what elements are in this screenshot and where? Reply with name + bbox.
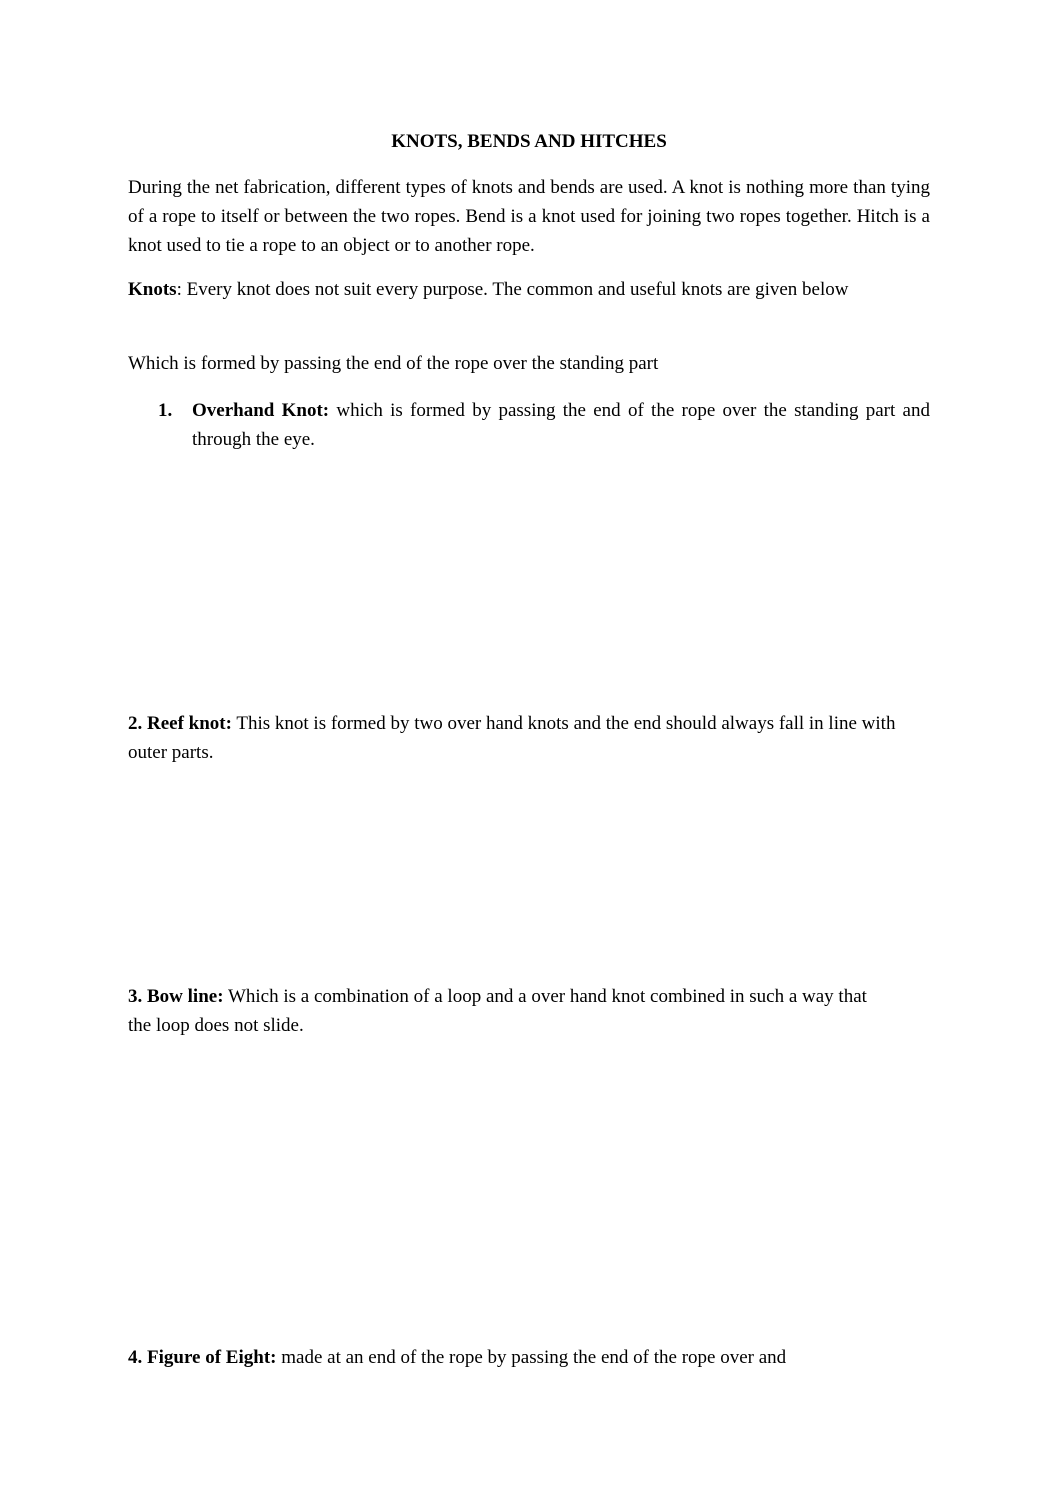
item-3-paragraph [128, 982, 888, 1040]
item-3-number: 3. [128, 986, 143, 1007]
which-paragraph: Which is formed by passing the end of the rope over the standing part [128, 353, 659, 374]
item-4-text: made at an end of the rope by passing the end of the rope over and [276, 1347, 787, 1368]
item-3-text: Which is a combination of a loop and a over hand knot combined in such a way that the loop does not slide. [128, 986, 867, 1036]
document-title: KNOTS, BENDS AND HITCHES [391, 131, 667, 152]
item-1-label: Overhand Knot: [192, 400, 330, 421]
item-3-label: Bow line: [147, 986, 224, 1007]
item-1-number: 1. [158, 400, 173, 421]
item-2-label: Reef knot: [147, 713, 232, 734]
item-4-paragraph [128, 1343, 918, 1372]
knots-text: : Every knot does not suit every purpose. The common and useful knots are given below [176, 279, 849, 300]
item-1-paragraph [192, 396, 930, 454]
item-4-number: 4. [128, 1347, 143, 1368]
item-2-number: 2. [128, 713, 143, 734]
item-2-text: This knot is formed by two over hand knots and the end should always fall in line with outer parts. [128, 713, 896, 763]
knots-paragraph [128, 275, 930, 304]
item-2-paragraph [128, 709, 918, 767]
knots-label: Knots [128, 279, 177, 300]
intro-paragraph: During the net fabrication, different types of knots and bends are used. A knot is nothing more than tying of a rope to itself or between the two ropes. Bend is a knot used for joining two ropes together. Hitch is a knot used to tie a rope to an object or to another rope. [128, 177, 930, 256]
item-4-label: Figure of Eight: [147, 1347, 277, 1368]
item-1-text: which is formed by passing the end of the rope over the standing part and through the eye. [192, 400, 930, 450]
